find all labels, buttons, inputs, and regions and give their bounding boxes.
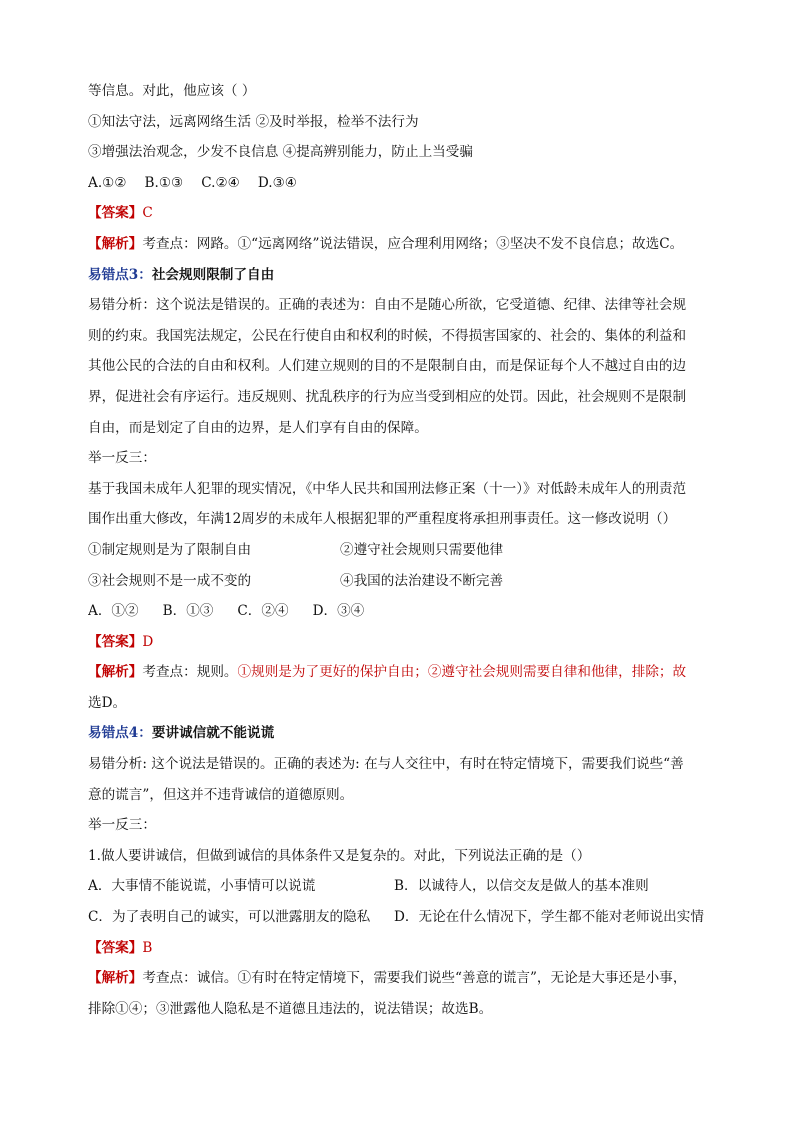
analysis-text: 考查点：网路。①“远离网络”说法错误，应合理利用网络；③坚决不发不良信息；故选C。 bbox=[142, 235, 684, 252]
analysis-paragraph-line: 则的约束。我国宪法规定，公民在行使自由和权利的时候，不得损害国家的、社会的、集体的利益和 bbox=[88, 327, 687, 344]
option-row bbox=[88, 535, 718, 566]
question-stem-line: 围作出重大修改，年满12周岁的未成年人根据犯罪的严重程度将承担刑事责任。这一修改说明（） bbox=[88, 511, 677, 528]
answer-line bbox=[88, 198, 718, 229]
analysis-paragraph-line: 自由，而是划定了自由的边界，是人们享有自由的保障。 bbox=[88, 419, 428, 436]
document-page bbox=[88, 76, 718, 1024]
analysis-prefix: 考查点：规则。 bbox=[142, 664, 238, 681]
drill-label: 举一反三： bbox=[88, 817, 156, 834]
option-c: C．为了表明自己的诚实，可以泄露朋友的隐私 bbox=[88, 909, 371, 926]
choice-d: D．③④ bbox=[312, 603, 365, 620]
option-a: A．大事情不能说谎，小事情可以说谎 bbox=[88, 878, 316, 895]
section-title-3 bbox=[88, 260, 718, 291]
answer-value: B bbox=[142, 939, 153, 956]
option-2: ②遵守社会规则只需要他律 bbox=[340, 541, 504, 558]
analysis-paragraph-line: 易错分析: 这个说法是错误的。正确的表述为: 在与人交往中，有时在特定情境下，需要我们说些“善 bbox=[88, 756, 684, 773]
analysis-label: 【解析】 bbox=[88, 970, 143, 987]
choices-row bbox=[88, 168, 718, 199]
analysis-red-text: ①规则是为了更好的保护自由；②遵守社会规则需要自律和他律，排除；故 bbox=[237, 664, 687, 681]
answer-line bbox=[88, 627, 718, 658]
analysis-prefix: 考查点：诚信。 bbox=[142, 970, 238, 987]
choices-row bbox=[88, 596, 718, 627]
option-row bbox=[88, 566, 718, 597]
option-1: ①制定规则是为了限制自由 bbox=[88, 541, 252, 558]
answer-value: D bbox=[142, 633, 154, 650]
option-row bbox=[88, 902, 718, 933]
option-4: ④我国的法治建设不断完善 bbox=[340, 572, 504, 589]
choice-a: A.①② bbox=[88, 174, 127, 191]
option-row bbox=[88, 871, 718, 902]
answer-label: 【答案】 bbox=[88, 939, 143, 956]
option-line-2: ③增强法治观念，少发不良信息 ④提高辨别能力，防止上当受骗 bbox=[88, 144, 473, 161]
analysis-line bbox=[88, 657, 718, 688]
answer-label: 【答案】 bbox=[88, 633, 143, 650]
answer-label: 【答案】 bbox=[88, 205, 143, 222]
analysis-text: ①有时在特定情境下，需要我们说些“善意的谎言”，无论是大事还是小事， bbox=[237, 970, 687, 987]
section-title-4 bbox=[88, 718, 718, 749]
choice-b: B．①③ bbox=[162, 603, 214, 620]
answer-value: C bbox=[142, 205, 153, 222]
drill-label: 举一反三： bbox=[88, 450, 156, 467]
option-d: D．无论在什么情况下，学生都不能对老师说出实情 bbox=[394, 909, 704, 926]
question-stem: 1.做人要讲诚信，但做到诚信的具体条件又是复杂的。对此，下列说法正确的是（） bbox=[88, 847, 591, 864]
answer-line bbox=[88, 933, 718, 964]
analysis-paragraph-line: 意的谎言”，但这并不违背诚信的道德原则。 bbox=[88, 786, 354, 803]
analysis-paragraph-line: 易错分析：这个说法是错误的。正确的表述为：自由不是随心所欲，它受道德、纪律、法律等社会规 bbox=[88, 297, 687, 314]
analysis-line: 选D。 bbox=[88, 694, 127, 711]
choice-b: B.①③ bbox=[144, 174, 184, 191]
analysis-label: 【解析】 bbox=[88, 664, 143, 681]
choice-c: C．②④ bbox=[237, 603, 289, 620]
choice-c: C.②④ bbox=[201, 174, 240, 191]
section-label-3: 易错点3： bbox=[88, 266, 152, 283]
choice-d: D.③④ bbox=[257, 174, 297, 191]
analysis-line bbox=[88, 963, 718, 994]
choice-a: A．①② bbox=[88, 603, 139, 620]
question-stem-line: 基于我国未成年人犯罪的现实情况，《中华人民共和国刑法修正案（十一）》对低龄未成年人的刑责范 bbox=[88, 480, 687, 497]
question-stem-tail: 等信息。对此，他应该（ ） bbox=[88, 83, 256, 99]
analysis-line: 排除①④；③泄露他人隐私是不道德且违法的，说法错误；故选B。 bbox=[88, 1000, 493, 1017]
analysis-paragraph-line: 界，促进社会有序运行。违反规则、扰乱秩序的行为应当受到相应的处罚。因此，社会规则不是限制 bbox=[88, 388, 687, 405]
section-text-4: 要讲诚信就不能说谎 bbox=[151, 725, 275, 742]
section-label-4: 易错点4： bbox=[88, 725, 152, 742]
option-line-1: ①知法守法，远离网络生活 ②及时举报，检举不法行为 bbox=[88, 113, 419, 130]
option-b: B．以诚待人，以信交友是做人的基本准则 bbox=[394, 878, 649, 895]
option-3: ③社会规则不是一成不变的 bbox=[88, 572, 252, 589]
analysis-line bbox=[88, 229, 718, 260]
analysis-paragraph-line: 其他公民的合法的自由和权利。人们建立规则的目的不是限制自由，而是保证每个人不越过自由的边 bbox=[88, 358, 687, 375]
section-text-3: 社会规则限制了自由 bbox=[151, 266, 275, 283]
analysis-label: 【解析】 bbox=[88, 235, 143, 252]
